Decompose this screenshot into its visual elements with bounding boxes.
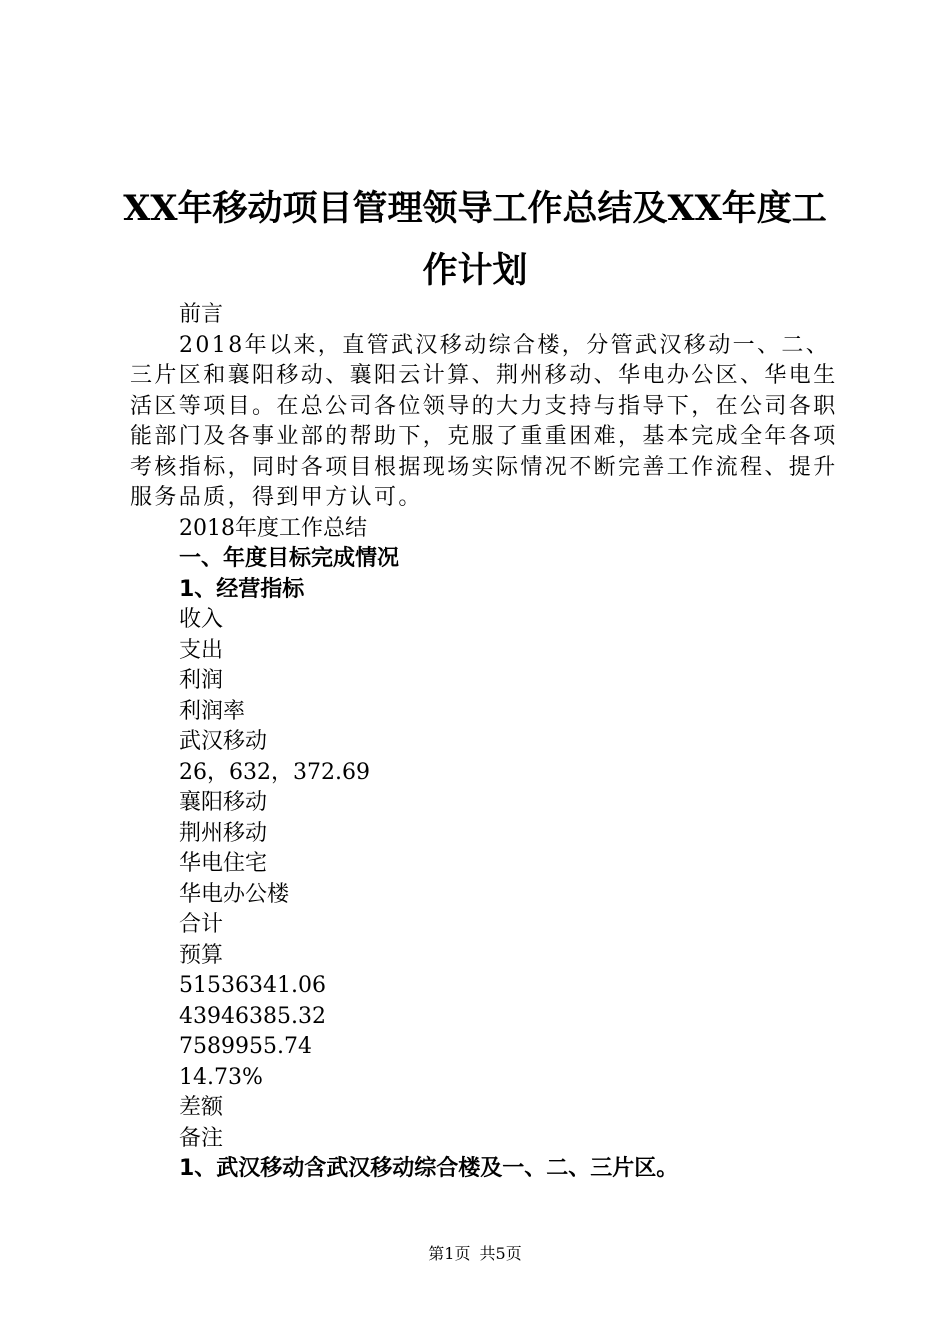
table-item: 支出 xyxy=(179,637,224,663)
table-item: 51536341.06 xyxy=(179,973,326,998)
table-item: 武汉移动 xyxy=(179,729,268,754)
preface-paragraph: 2018年以来，直管武汉移动综合楼，分管武汉移动一、二、三片区和襄阳移动、襄阳云计算、荆州移动、华电办公区、华电生活区等项目。在总公司各位领导的大力支持与指导下，在公司各职能部门及各事业部的帮助下，克服了重重困难，基本完成全年各项考核指标，同时各项目根据现场实际情况不断完善工作流程、提升服务品质，得到甲方认可。 xyxy=(130,332,838,510)
table-item: 14.73% xyxy=(179,1064,263,1090)
table-item: 合计 xyxy=(179,912,224,937)
table-item: 43946385.32 xyxy=(179,1003,326,1029)
table-item: 华电住宅 xyxy=(179,851,268,876)
note-heading: 1、武汉移动含武汉移动综合楼及一、二、三片区。 xyxy=(179,1156,679,1181)
page-number: 第1页 xyxy=(428,1244,471,1263)
preface-label: 前言 xyxy=(179,302,224,327)
page-total: 共5页 xyxy=(479,1244,522,1263)
table-item: 差额 xyxy=(179,1095,224,1120)
document-title xyxy=(100,178,850,302)
section-heading-1: 一、年度目标完成情况 xyxy=(179,546,400,571)
table-item: 利润率 xyxy=(179,698,246,724)
title-line-1: XX年移动项目管理领导工作总结及XX年度工 xyxy=(123,188,827,229)
page-footer xyxy=(0,1244,950,1264)
table-item: 预算 xyxy=(179,942,224,968)
table-item: 华电办公楼 xyxy=(179,881,290,907)
document-body xyxy=(130,300,850,1185)
table-item: 利润 xyxy=(179,668,224,693)
table-item: 7589955.74 xyxy=(179,1034,312,1059)
table-item: 收入 xyxy=(179,607,224,632)
table-item: 26，632，372.69 xyxy=(179,759,370,785)
table-item: 备注 xyxy=(179,1125,224,1151)
table-item: 荆州移动 xyxy=(179,820,268,846)
summary-label: 2018年度工作总结 xyxy=(179,515,367,541)
title-line-2: 作计划 xyxy=(422,250,528,291)
table-item: 襄阳移动 xyxy=(179,790,268,815)
section-heading-1-1: 1、经营指标 xyxy=(179,576,305,602)
